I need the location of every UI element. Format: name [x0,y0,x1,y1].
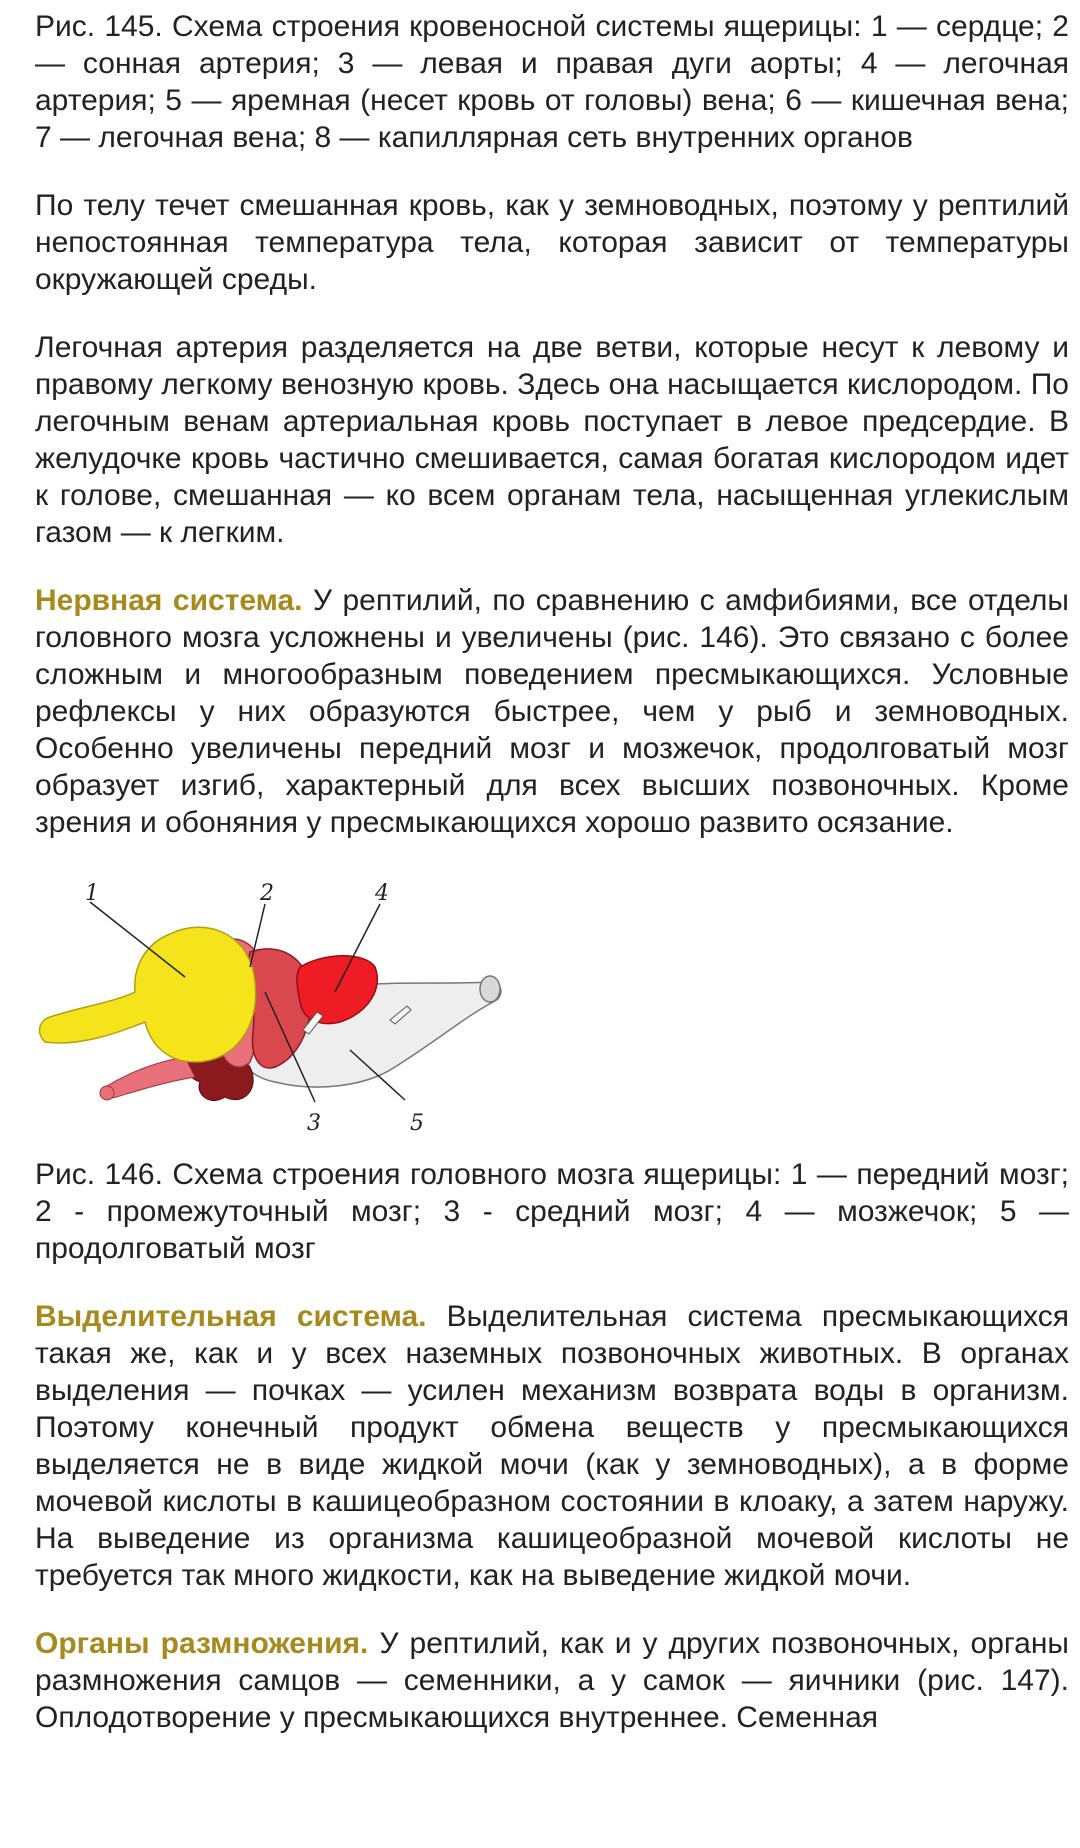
text-reproductive-organs: У рептилий, как и у других позвоночных, органы размножения самцов — семенники, а у самок — яичники (рис. 147). Оплодотворение у пресмыкающихся внутреннее. Семенная [35,1627,1069,1734]
paragraph-excretory-system [35,1298,1069,1594]
figure-146-lizard-brain [35,872,515,1142]
fig-label-4: 4 [375,881,389,906]
brain-part-medulla-tip [480,976,500,1002]
heading-reproductive-organs: Органы размножения. [35,1627,369,1660]
document-page [35,8,1069,1767]
paragraph-pulmonary-artery: Легочная артерия разделяется на две ветви, которые несут к левому и правому легкому венозную кровь. Здесь она насыщается кислородом. По легочным венам артериальная кровь поступает в левое предсердие. В желудочке кровь частично смешивается, самая богатая кислородом идет к голове, смешанная — ко всем органам тела, насыщенная углекислым газом — к легким. [35,331,1069,549]
fig-label-3: 3 [307,1111,321,1136]
text-nervous-system: У рептилий, по сравнению с амфибиями, все отделы головного мозга усложнены и увеличены (рис. 146). Это связано с более сложным и многообразным поведением пресмыкающихся. Условные рефлексы у них образуются быстрее, чем у рыб и земноводных. Особенно увеличены передний мозг и мозжечок, продолговатый мозг образует изгиб, характерный для всех высших позвоночных. Кроме зрения и обоняния у пресмыкающихся хорошо развито осязание. [35,584,1069,839]
caption-fig-145: Рис. 145. Схема строения кровеносной системы ящерицы: 1 — сердце; 2 — сонная артерия; 3 — левая и правая дуги аорты; 4 — легочная артерия; 5 — яремная (несет кровь от головы) вена; 6 — кишечная вена; 7 — легочная вена; 8 — капиллярная сеть внутренних органов [35,10,1069,154]
brain-part-optic-tip [100,1086,114,1100]
fig-label-1: 1 [85,881,99,906]
paragraph-nervous-system [35,582,1069,841]
paragraph-reproductive-organs [35,1625,1069,1736]
fig-label-5: 5 [410,1111,424,1136]
fig-label-2: 2 [260,881,274,906]
caption-fig-146: Рис. 146. Схема строения головного мозга ящерицы: 1 — передний мозг; 2 - промежуточный мозг; 3 - средний мозг; 4 — мозжечок; 5 — продолговатый мозг [35,1158,1069,1265]
text-excretory-system: Выделительная система пресмыкающихся такая же, как и у всех наземных позвоночных животных. В органах выделения — почках — усилен механизм возврата воды в организм. Поэтому конечный продукт обмена веществ у пресмыкающихся выделяется не в виде жидкой мочи (как у земноводных), а в форме мочевой кислоты в кашицеобразном состоянии в клоаку, а затем наружу. На выведение из организма кашицеобразной мочевой кислоты не требуется так много жидкости, как на выведение жидкой мочи. [35,1300,1069,1592]
paragraph-blood-temperature: По телу течет смешанная кровь, как у земноводных, поэтому у рептилий непостоянная температура тела, которая зависит от температуры окружающей среды. [35,189,1069,296]
heading-excretory-system: Выделительная система. [35,1300,427,1333]
brain-part-optic-stalk [105,1057,195,1098]
lizard-brain-diagram [35,872,515,1142]
heading-nervous-system: Нервная система. [35,584,303,617]
